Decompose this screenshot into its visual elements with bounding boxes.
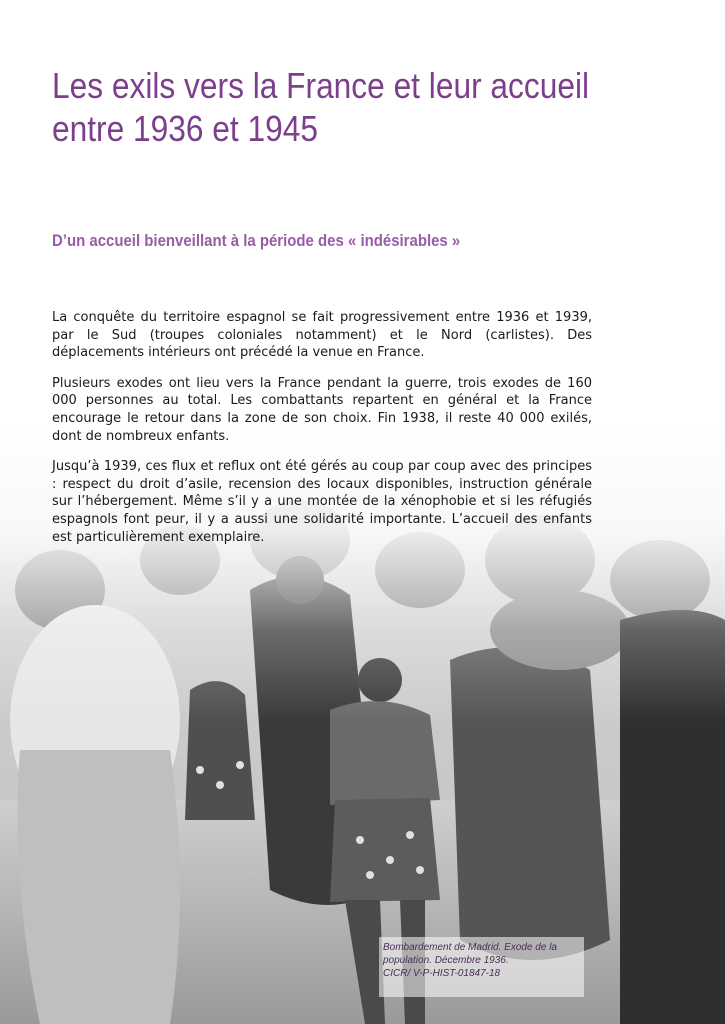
caption-line: population. Décembre 1936. xyxy=(383,955,509,966)
page-title: Les exils vers la France et leur accueil entre 1936 et 1945 xyxy=(52,65,590,149)
photo-caption xyxy=(379,937,584,997)
paragraph: Jusqu’à 1939, ces flux et reflux ont été gérés au coup par coup avec des principes : respect du droit d’asile, recension des locaux disponibles, instruction générale sur l’hébergement. Même s’il y a une montée de la xénophobie et si les réfugiés espagnols font peur, il y a aussi une solidarité importante. L’accueil des enfants est particulièrement exemplaire. xyxy=(52,459,592,545)
paragraph: Plusieurs exodes ont lieu vers la France pendant la guerre, trois exodes de 160 000 personnes au total. Les combattants repartent en général et la France encourage le retour dans la zone de son choix. Fin 1938, il reste 40 000 exilés, dont de nombreux enfants. xyxy=(52,375,592,444)
paragraph: La conquête du territoire espagnol se fait progressivement entre 1936 et 1939, par le Sud (troupes coloniales notamment) et le Nord (carlistes). Des déplacements intérieurs ont précédé la venue en France. xyxy=(52,310,592,361)
caption-line: Bombardement de Madrid. Exode de la xyxy=(383,942,557,953)
body-text xyxy=(52,309,592,559)
section-subtitle: D’un accueil bienveillant à la période des « indésirables » xyxy=(52,231,461,250)
photo-credit: CICR/ V-P-HIST-01847-18 xyxy=(383,968,501,979)
